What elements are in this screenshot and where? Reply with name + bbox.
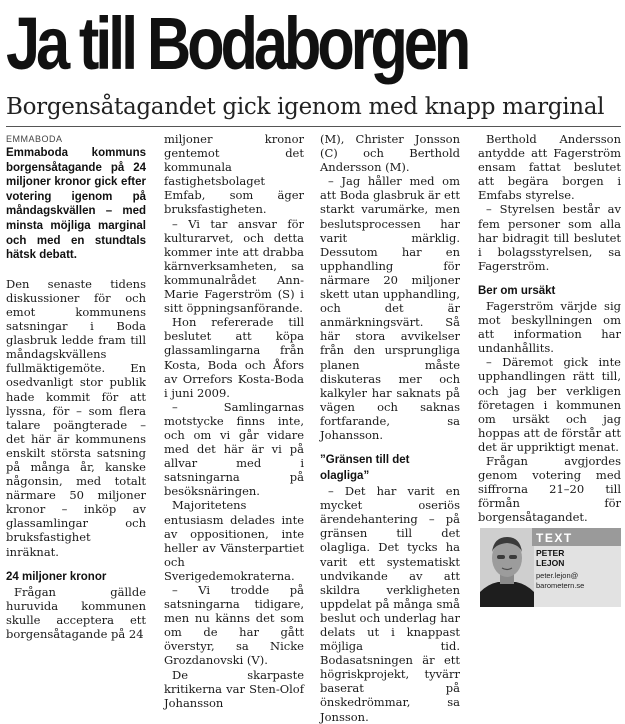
paragraph: – Vi tar ansvar för kulturarvet, och detta kommer inte att drabba kärnverksamheten, sa kommunalrådet Ann-Marie Fagerström (S) i sitt öppningsanförande.	[164, 216, 304, 316]
paragraph: – Det har varit en mycket oseriös ärendehantering – på gränsen till det olagliga. Det tycks ha varit ett systematiskt undvikande av att skildra verkligheten uppdelat på många små beslut och underlag har delats ut i knappast möjliga tid. Bodasatsningen är ett högriskprojekt, tyvärr baserat på önskedrömmar, sa Jonsson.	[320, 484, 460, 724]
paragraph: Den senaste tidens diskussioner för och emot kommunens satsningar i Boda glasbruk ledde fram till måndagskvällens fullmäktigemöte. En osedvanligt stor publik hade kommit för att lyssna, för – som flera talare poängterade – det här är kommunens enskilt största satsning på många år, kanske någonsin, med totalt närmare 50 miljoner kronor – inköp av glassamlingar och bruksfastighet inräknat.	[6, 276, 146, 559]
article-lead: Emmaboda kommuns borgensåtagande på 24 miljoner kronor gick efter votering igenom på måndagskvällen – med minsta möjliga marginal och med en stundtals hätsk debatt.	[6, 147, 146, 262]
paragraph: – Vi trodde på satsningarna tidigare, men nu känns det som om de har gått överstyr, sa Nicke Grozdanovski (V).	[164, 583, 304, 668]
paragraph: Frågan gällde huruvida kommunen skulle acceptera ett borgensåtagande på 24	[6, 584, 146, 641]
reporter-name: PETER LEJON	[536, 548, 565, 568]
byline-tag: TEXT	[536, 531, 573, 545]
paragraph: Berthold Andersson antydde att Fagerström ensam fattat beslutet att begära borgen i Emfabs styrelse.	[478, 132, 621, 203]
paragraph: – Däremot gick inte upphandlingen rätt till, och jag ber verkligen företagen i kommunen om ursäkt och jag hoppas att de förstår att det är uppriktigt menat.	[478, 355, 621, 454]
paragraph: – Samlingarnas motstycke finns inte, och om vi går vidare med det här är vi på allvar med i satsningarna på besöksnäringen.	[164, 399, 304, 499]
headline: Ja till Bodaborgen	[6, 2, 468, 85]
divider	[6, 126, 621, 127]
paragraph: miljoner kronor gentemot det kommunala fastighetsbolaget Emfab, som äger bruksfastigheten.	[164, 132, 304, 217]
paragraph: Fagerström värjde sig mot beskyllningen om att information har undanhållits.	[478, 298, 621, 356]
article-column-3	[320, 132, 460, 724]
paragraph: Hon refererade till beslutet att köpa glassamlingarna från Kosta, Boda och Åfors av Orrefors Kosta-Boda i juni 2009.	[164, 315, 304, 400]
paragraph: – Styrelsen består av fem personer som alla har bidragit till beslutet i bolagsstyrelsen, sa Fagerström.	[478, 202, 621, 273]
reporter-email: peter.lejon@ barometern.se	[536, 571, 585, 590]
paragraph: Majoritetens entusiasm delades inte av oppositionen, inte heller av Vänsterpartiet och Sverigedemokraterna.	[164, 498, 304, 583]
paragraph: – Jag håller med om att Boda glasbruk är ett starkt varumärke, men beslutsprocessen har varit märklig. Dessutom har en upphandling för närmare 20 miljoner skett utan upphandling, och det är anmärkningsvärt. Så här stora avvikelser från den ursprungliga planen måste diskuteras mer och kalkyler har saknats på vägen och saknas fortfarande, sa Johansson.	[320, 174, 460, 442]
reporter-photo	[480, 528, 534, 607]
crosshead: ”Gränsen till det olagliga”	[320, 454, 410, 483]
byline-box	[480, 528, 621, 607]
dateline: EMMABODA	[6, 134, 63, 144]
crosshead: 24 miljoner kronor	[6, 570, 107, 583]
article-column-1	[6, 132, 146, 641]
crosshead: Ber om ursäkt	[478, 284, 556, 297]
paragraph: (M), Christer Jonsson (C) och Berthold Andersson (M).	[320, 132, 460, 175]
paragraph: De skarpaste kritikerna var Sten-Olof Johansson	[164, 667, 304, 710]
subheadline: Borgensåtagandet gick igenom med knapp marginal	[6, 94, 605, 120]
paragraph: Frågan avgjordes genom votering med siffrorna 21–20 till förmån för borgensåtagandet.	[478, 453, 621, 525]
article-column-2	[164, 132, 304, 710]
